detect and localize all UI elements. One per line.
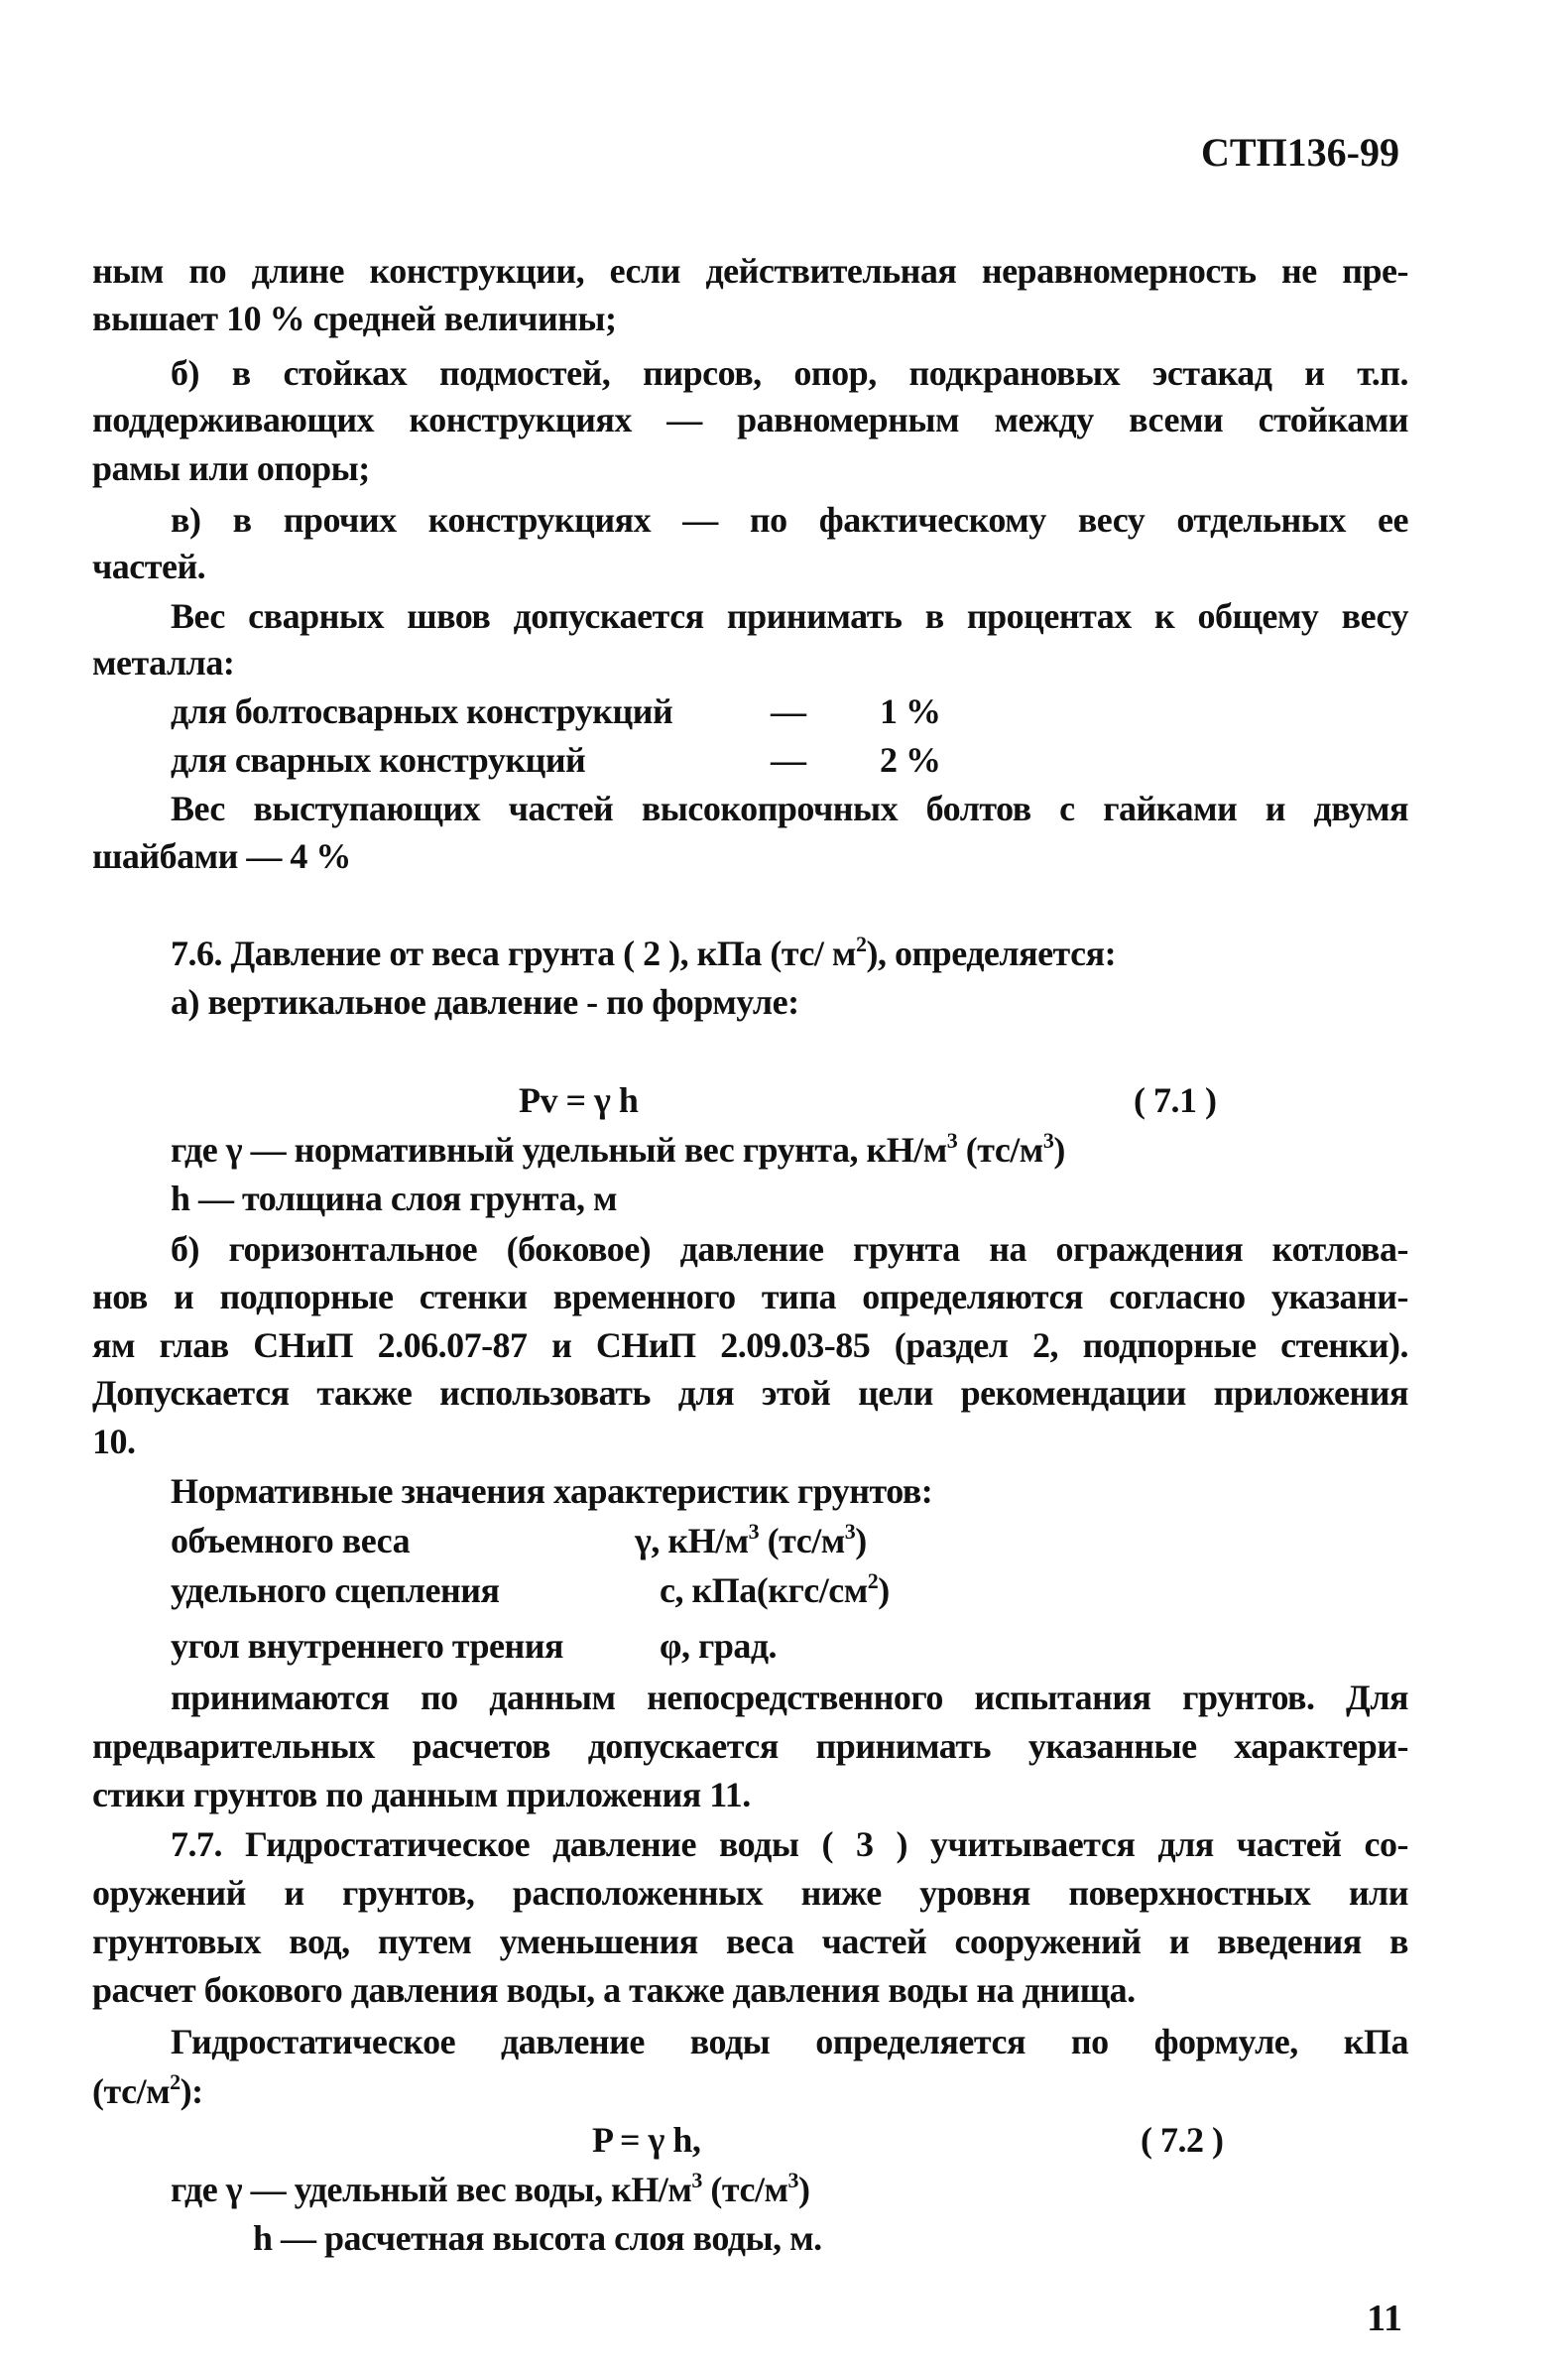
text-line: грунтовых вод, путем уменьшения веса частей сооружений и введения в [92, 1922, 1408, 1961]
weld-row-value: 2 % [880, 740, 941, 780]
text-line: вышает 10 % средней величины; [92, 299, 617, 338]
text-line: ным по длине конструкции, если действительная неравномерность не пре- [92, 251, 1408, 291]
weld-row-label: для сварных конструкций [171, 740, 586, 780]
text-line: металла: [92, 643, 235, 683]
soil-row-unit: γ, $кН/м^3$ $(тс/м^3)$ [635, 1519, 867, 1560]
text-line: расчет бокового давления воды, а также давления воды на днища. [92, 1970, 1136, 2010]
text-line: стики грунтов по данным приложения 11. [92, 1775, 751, 1814]
weld-row-dash: — [771, 740, 806, 780]
text-line: принимаются по данным непосредственного испытания грунтов. Для [171, 1678, 1408, 1717]
section-7-6-heading: 7.6. Давление от веса грунта ( 2 ), кПа (тс/ $м^2$), определяется: [171, 932, 1117, 973]
soil-title: Нормативные значения характеристик грунтов: [171, 1471, 933, 1511]
text-line: рамы или опоры; [92, 448, 370, 488]
where-h: h — расчетная высота слоя воды, м. [253, 2218, 822, 2258]
soil-row-label: угол внутреннего трения [171, 1626, 563, 1666]
text-line: поддерживающих конструкциях — равномерным между всеми стойками [92, 400, 1408, 439]
list-item-v: в) в прочих конструкциях — по фактическому весу отдельных ее [171, 500, 1408, 540]
formula-7-1: Pv = γ h [519, 1080, 639, 1120]
text-line: оружений и грунтов, расположенных ниже уровня поверхностных или [92, 1873, 1408, 1913]
soil-row-label: удельного сцепления [171, 1570, 500, 1610]
where-gamma: где γ — нормативный удельный вес грунта, $кН/м^3$ $(тс/м^3)$ [171, 1128, 1065, 1170]
list-item-horizontal: б) горизонтальное (боковое) давление грунта на ограждения котлова- [171, 1229, 1408, 1269]
list-item-b: б) в стойках подмостей, пирсов, опор, подкрановых эстакад и т.п. [171, 353, 1408, 393]
text-line: нов и подпорные стенки временного типа определяются согласно указани- [92, 1277, 1408, 1316]
weld-row-value: 1 % [880, 691, 941, 731]
text-line: Допускается также использовать для этой цели рекомендации приложения [92, 1373, 1408, 1413]
soil-row-unit: с, $кПа(кгс/см^2)$ [660, 1568, 890, 1610]
weld-row-dash: — [771, 691, 806, 731]
section-7-7-heading: 7.7. Гидростатическое давление воды ( 3 ) учитывается для частей со- [171, 1824, 1408, 1864]
formula-7-2: P = γ h, [592, 2120, 701, 2160]
soil-row-unit: φ, град. [660, 1626, 778, 1666]
weld-row-label: для болтосварных конструкций [171, 691, 673, 731]
where-h: h — толщина слоя грунта, м [171, 1179, 618, 1218]
document-code-header: СТП136-99 [1201, 130, 1399, 175]
soil-row-label: объемного веса [171, 1521, 411, 1560]
where-gamma: где γ — удельный вес воды, $кН/м^3$ $(тс/м^3)$ [171, 2168, 810, 2209]
text-line: ям глав СНиП 2.06.07-87 и СНиП 2.09.03-85 (раздел 2, подпорные стенки). [92, 1325, 1408, 1365]
text-line: а) вертикальное давление - по формуле: [171, 982, 799, 1022]
formula-number: ( 7.1 ) [1134, 1080, 1217, 1120]
page-number: 11 [1367, 2298, 1402, 2339]
text-line: предварительных расчетов допускается принимать указанные характери- [92, 1726, 1408, 1766]
text-line: Вес сварных швов допускается принимать в процентах к общему весу [171, 596, 1408, 636]
text-line: Гидростатическое давление воды определяется по формуле, кПа [171, 2022, 1408, 2061]
text-line: частей. [92, 547, 206, 586]
text-line: Вес выступающих частей высокопрочных болтов с гайками и двумя [171, 789, 1408, 828]
text-line: $(тс/м^2)$: [92, 2069, 203, 2111]
text-line: 10. [92, 1422, 136, 1461]
formula-number: ( 7.2 ) [1141, 2120, 1224, 2160]
text-line: шайбами — 4 % [92, 836, 351, 876]
